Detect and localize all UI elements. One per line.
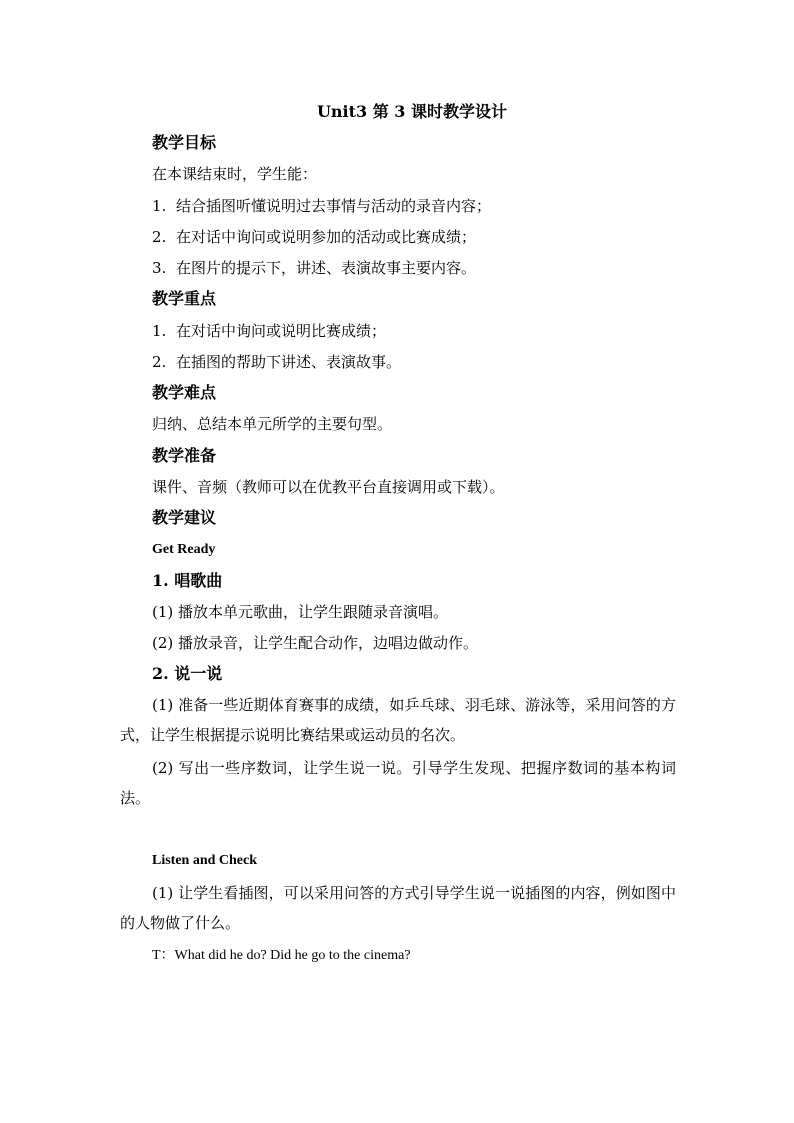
step1-item: (1) 播放本单元歌曲，让学生跟随录音演唱。: [152, 603, 449, 621]
goal-item: [152, 258, 476, 278]
goal-item: [152, 196, 491, 216]
goal-item-text: 结合插图听懂说明过去事情与活动的录音内容；: [176, 197, 492, 215]
goal-item-number: 1.: [152, 197, 167, 215]
goal-item-number: 2.: [152, 228, 167, 246]
step1-heading: 1. 唱歌曲: [152, 571, 223, 590]
key-point-item: [152, 321, 386, 341]
preparation-heading: 教学准备: [152, 446, 217, 465]
step2-paragraph: (1) 准备一些近期体育赛事的成绩，如乒乓球、羽毛球、游泳等，采用问答的方式，让学生根据提示说明比赛结果或运动员的名次。: [120, 696, 676, 744]
page-title: Unit3 第 3 课时教学设计: [316, 102, 508, 121]
preparation-text: 课件、音频（教师可以在优教平台直接调用或下载）。: [152, 478, 505, 496]
dialog-line: T：What did he do? Did he go to the cinema?: [152, 948, 411, 963]
listen-check-paragraph: (1) 让学生看插图，可以采用问答的方式引导学生说一说插图的内容，例如图中的人物做了什么。: [120, 884, 676, 932]
get-ready-heading: Get Ready: [152, 542, 216, 557]
goals-intro: 在本课结束时，学生能：: [152, 165, 318, 183]
key-point-number: 2.: [152, 353, 167, 371]
key-points-heading: 教学重点: [152, 289, 217, 308]
key-point-number: 1.: [152, 322, 167, 340]
key-point-text: 在对话中询问或说明比赛成绩；: [176, 322, 387, 340]
goal-item-text: 在图片的提示下，讲述、表演故事主要内容。: [176, 259, 477, 277]
goal-item: [152, 227, 476, 247]
goal-item-text: 在对话中询问或说明参加的活动或比赛成绩；: [176, 228, 477, 246]
goal-item-number: 3.: [152, 259, 167, 277]
step2-paragraph: (2) 写出一些序数词，让学生说一说。引导学生发现、把握序数词的基本构词法。: [120, 759, 676, 807]
key-point-item: [152, 352, 401, 372]
difficulties-text: 归纳、总结本单元所学的主要句型。: [152, 415, 393, 433]
listen-check-heading: Listen and Check: [152, 853, 258, 868]
difficulties-heading: 教学难点: [152, 383, 217, 402]
key-point-text: 在插图的帮助下讲述、表演故事。: [176, 353, 402, 371]
step1-item: (2) 播放录音，让学生配合动作，边唱边做动作。: [152, 634, 479, 652]
suggestions-heading: 教学建议: [152, 508, 217, 527]
step2-heading: 2. 说一说: [152, 664, 223, 683]
goals-heading: 教学目标: [152, 133, 217, 152]
